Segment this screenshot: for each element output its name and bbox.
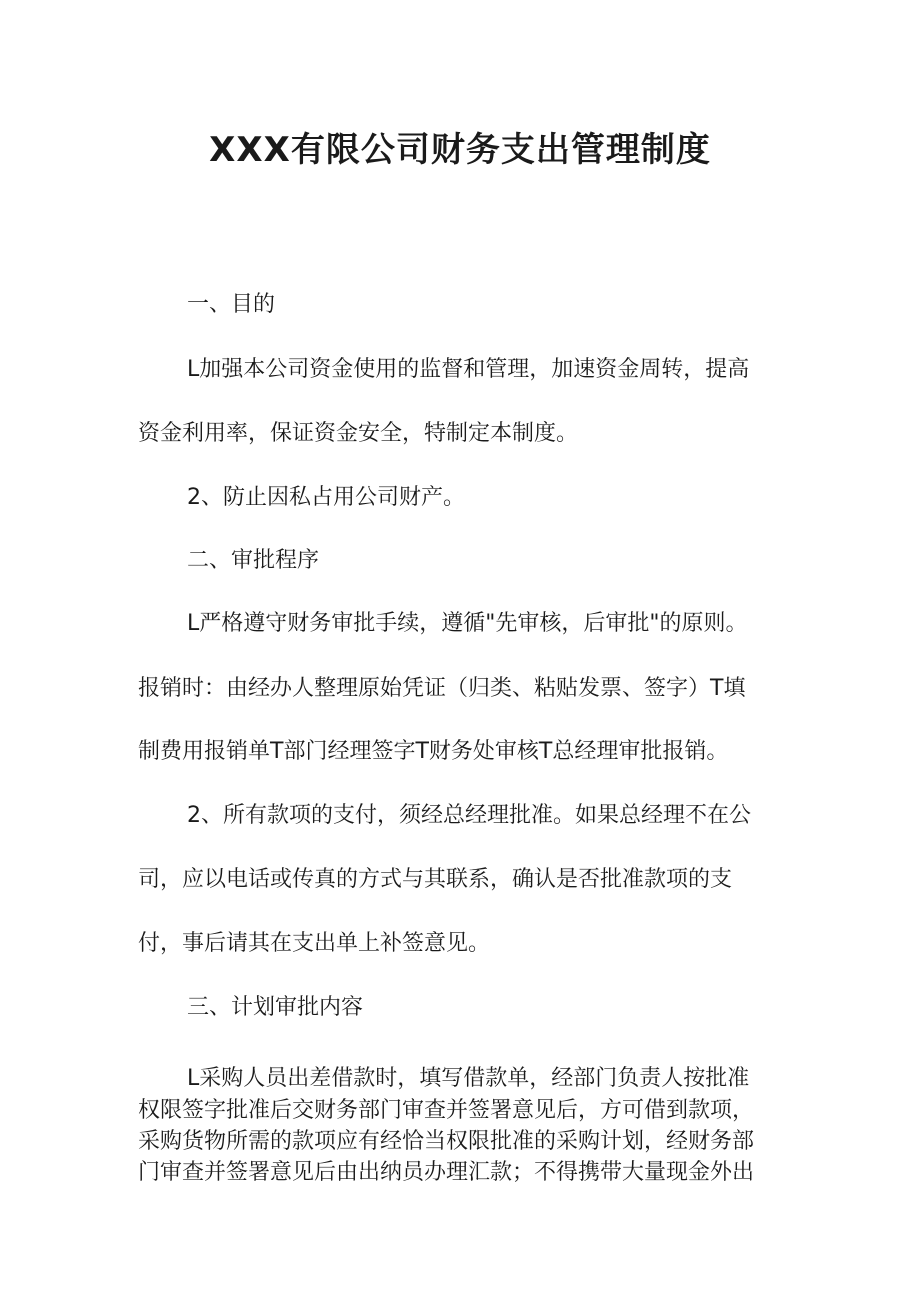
paragraph-line: 采购货物所需的款项应有经恰当权限批准的采购计划，经财务部 (138, 1129, 755, 1154)
paragraph-line: 报销时：由经办人整理原始凭证（归类、粘贴发票、签字）T填 (138, 676, 746, 701)
paragraph-line: 权限签字批准后交财务部门审查并签署意见后，方可借到款项， (138, 1098, 755, 1123)
paragraph-line: 付，事后请其在支出单上补签意见。 (138, 931, 491, 956)
paragraph-line: 2、防止因私占用公司财产。 (187, 485, 465, 510)
paragraph-line: 门审查并签署意见后由出纳员办理汇款；不得携带大量现金外出 (138, 1160, 755, 1185)
section-heading-approval: 二、审批程序 (187, 548, 320, 573)
paragraph-line: 资金利用率，保证资金安全，特制定本制度。 (138, 421, 579, 446)
section-heading-purpose: 一、目的 (187, 292, 276, 317)
paragraph-line: L加强本公司资金使用的监督和管理，加速资金周转，提高 (187, 357, 750, 382)
paragraph-line: 司，应以电话或传真的方式与其联系，确认是否批准款项的支 (138, 867, 733, 892)
paragraph-line: L采购人员出差借款时，填写借款单，经部门负责人按批准 (187, 1066, 750, 1091)
paragraph-line: 2、所有款项的支付，须经总经理批准。如果总经理不在公 (187, 803, 751, 828)
paragraph-line: L严格遵守财务审批手续，遵循"先审核，后审批"的原则。 (187, 611, 748, 636)
document-title: XXX有限公司财务支出管理制度 (209, 130, 711, 170)
section-heading-plan-approval: 三、计划审批内容 (187, 995, 364, 1020)
paragraph-line: 制费用报销单T部门经理签字T财务处审核T总经理审批报销。 (138, 739, 729, 764)
